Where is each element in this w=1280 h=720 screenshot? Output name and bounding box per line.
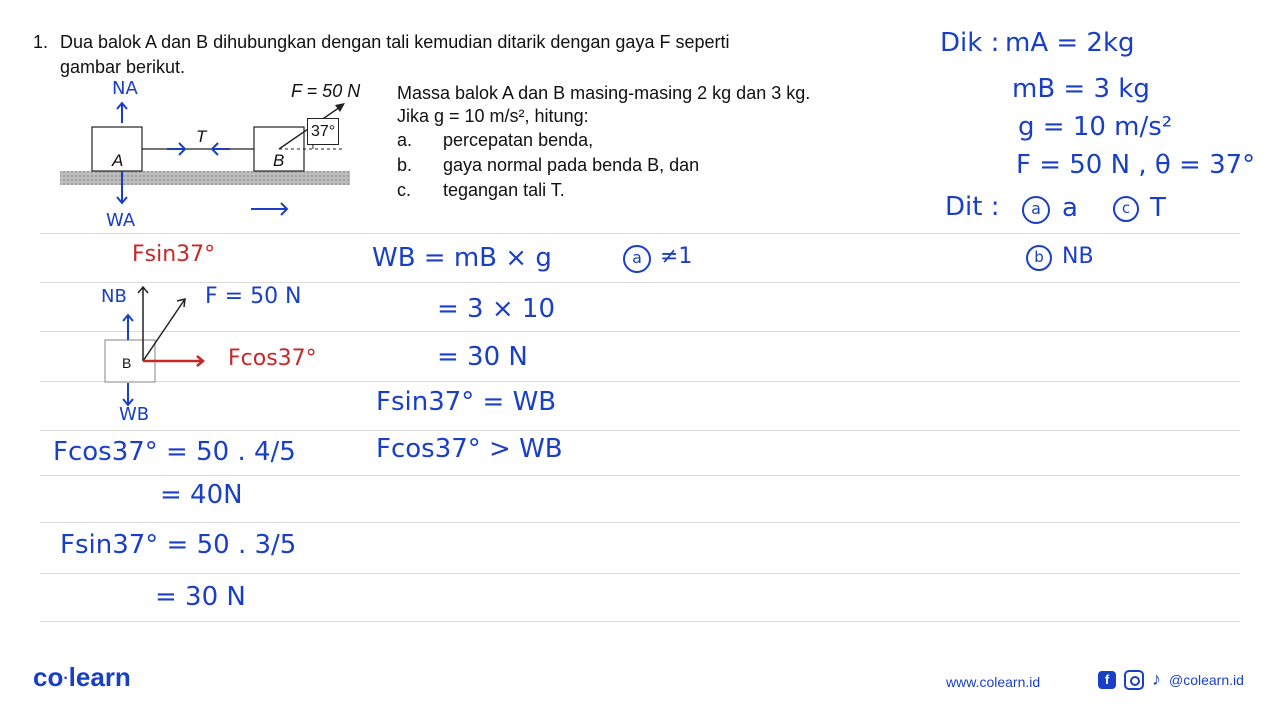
block-a-label: A	[112, 151, 124, 170]
question-item: c. tegangan tali T.	[397, 180, 565, 200]
question-line-2: gambar berikut.	[60, 57, 186, 77]
tension-label: T	[196, 127, 207, 146]
footer-social	[1098, 669, 1244, 690]
dit-a-value: a	[1062, 193, 1078, 223]
fbd-fcos-label: Fcos37°	[228, 346, 317, 371]
tiktok-icon[interactable]: ♪	[1152, 669, 1161, 689]
dit-c-circle: c	[1113, 196, 1139, 222]
social-handle: @colearn.id	[1169, 671, 1244, 688]
force-label: F = 50 N	[291, 81, 361, 101]
dik-label: Dik :	[940, 28, 1000, 58]
question-item: a. percepatan benda,	[397, 130, 594, 150]
ground-surface	[60, 171, 350, 185]
fbd-weight-label: WB	[119, 404, 150, 425]
work-mid-line-1: WB = mB × g	[372, 243, 552, 273]
fbd-fsin-label: Fsin37°	[132, 242, 216, 267]
dit-c-value: T	[1150, 193, 1166, 223]
question-item: b. gaya normal pada benda B, dan	[397, 155, 700, 175]
dit-label: Dit :	[945, 192, 1000, 222]
work-left-line-3: Fsin37° = 50 . 3/5	[60, 530, 297, 560]
question-items	[397, 128, 699, 203]
work-left-line-4: = 30 N	[155, 582, 246, 612]
colearn-logo: co·learn	[33, 662, 131, 692]
divider	[40, 621, 1240, 622]
question-number: 1.	[33, 32, 49, 52]
dit-b-circle: b	[1026, 245, 1052, 271]
divider	[40, 430, 1240, 431]
block-b-label: B	[273, 151, 285, 170]
normal-a-label: NA	[112, 78, 138, 99]
divider	[40, 573, 1240, 574]
footer-url[interactable]: www.colearn.id	[946, 674, 1041, 690]
instagram-icon[interactable]	[1124, 670, 1144, 690]
question-line-1: Dua balok A dan B dihubungkan dengan tali kemudian ditarik dengan gaya F seperti	[60, 32, 730, 52]
mass-text: Massa balok A dan B masing-masing 2 kg dan 3 kg.	[397, 83, 811, 103]
answer-a-circle: a	[623, 245, 651, 273]
divider	[40, 522, 1240, 523]
given-mass-a: mA = 2kg	[1005, 28, 1135, 58]
dit-b-value: NB	[1062, 244, 1094, 269]
work-left-line-1: Fcos37° = 50 . 4/5	[53, 437, 296, 467]
work-mid-line-4: Fsin37° = WB	[376, 387, 557, 417]
angle-label: 37°	[307, 118, 339, 145]
gravity-text: Jika g = 10 m/s², hitung:	[397, 106, 589, 126]
work-mid-line-5: Fcos37° > WB	[376, 434, 563, 464]
divider	[40, 475, 1240, 476]
answer-a-text: ≠1	[660, 244, 693, 269]
work-left-line-2: = 40N	[160, 480, 243, 510]
fbd-force-label: F = 50 N	[205, 284, 302, 309]
given-gravity: g = 10 m/s²	[1018, 112, 1173, 142]
work-mid-line-2: = 3 × 10	[437, 294, 555, 324]
weight-a-label: WA	[106, 210, 136, 231]
given-force: F = 50 N , θ = 37°	[1016, 150, 1256, 180]
facebook-icon[interactable]: f	[1098, 671, 1116, 689]
given-mass-b: mB = 3 kg	[1012, 74, 1150, 104]
fbd-normal-label: NB	[101, 286, 127, 307]
fbd-block-label: B	[122, 355, 132, 371]
work-mid-line-3: = 30 N	[437, 342, 528, 372]
dit-a-circle: a	[1022, 196, 1050, 224]
